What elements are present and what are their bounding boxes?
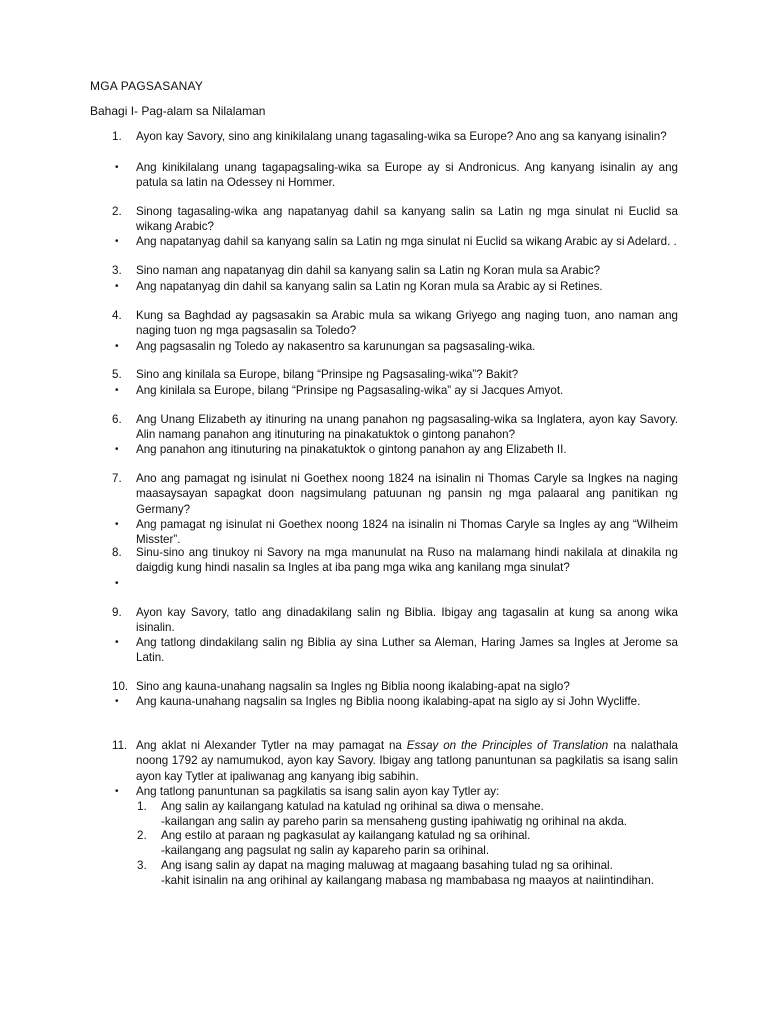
question-9	[112, 605, 678, 636]
answer-5	[112, 383, 678, 398]
question-8	[112, 545, 678, 576]
bullet-icon: •	[115, 341, 119, 352]
principle-text: Ang isang salin ay dapat na maging maluwag at magaang basahing tulad ng sa orihinal.	[161, 859, 613, 872]
bullet-icon: •	[115, 162, 119, 173]
question-6	[112, 412, 678, 443]
bullet-icon: •	[115, 444, 119, 455]
answer-11	[112, 784, 678, 799]
principle-1	[137, 799, 678, 830]
item-number: 5.	[112, 368, 122, 381]
principle-2	[137, 828, 678, 859]
item-number: 10.	[112, 680, 129, 693]
item-number: 1.	[112, 130, 122, 143]
question-text-end: na nalathala noong 1792 ay namumukod, ayon kay Savory. Ibigay ang tatlong panuntunan sa pagkilatis sa isang salin ayon kay Tytler at ipaliwanag ang kanyang ibig sabihin.	[136, 739, 679, 783]
item-number: 7.	[112, 472, 122, 485]
bullet-icon: •	[115, 236, 119, 247]
item-number: 3.	[112, 264, 122, 277]
question-text: Ano ang pamagat ng isinulat ni Goethex noong 1824 na isinalin ni Thomas Caryle sa Ingkes na naging maasaysayan sapagkat doon nagsimulang patuunan ng pansin ng mga palaaral ang panitikan ng Germany?	[136, 472, 678, 516]
question-3	[112, 263, 678, 278]
bullet-icon: •	[115, 281, 119, 292]
question-text: Ang Unang Elizabeth ay itinuring na unang panahon ng pagsasaling-wika sa Inglatera, ayon kay Savory. Alin namang panahon ang itinuturing na pinakatuktok o gintong panahon?	[136, 413, 678, 442]
question-text	[136, 738, 678, 784]
question-text: Sino ang kauna-unahang nagsalin sa Ingles ng Biblia noong ikalabing-apat na siglo?	[136, 680, 570, 693]
question-text: Sinong tagasaling-wika ang napatanyag dahil sa kanyang salin sa Latin ng mga sinulat ni Euclid sa wikang Arabic?	[136, 205, 678, 234]
question-text: Kung sa Baghdad ay pagsasakin sa Arabic mula sa wikang Griyego ang naging tuon, ano naman ang naging tuon ng mga pagsasalin sa Toledo?	[136, 309, 678, 338]
item-number: 11.	[112, 739, 128, 752]
principle-number: 2.	[137, 829, 147, 842]
answer-text: Ang kinilala sa Europe, bilang “Prinsipe ng Pagsasaling-wika” ay si Jacques Amyot.	[136, 384, 564, 397]
answer-text: Ang pamagat ng isinulat ni Goethex noong 1824 na isinalin ni Thomas Caryle sa Ingles ay ang “Wilheim Misster”.	[136, 518, 678, 547]
bullet-icon: •	[115, 637, 119, 648]
section-heading: Bahagi I- Pag-alam sa Nilalaman	[90, 104, 266, 118]
question-10	[112, 679, 678, 694]
answer-10	[112, 694, 678, 709]
question-text: Sino ang kinilala sa Europe, bilang “Prinsipe ng Pagsasaling-wika”? Bakit?	[136, 368, 519, 381]
principle-number: 3.	[137, 859, 147, 872]
answer-6	[112, 442, 678, 457]
question-11	[112, 738, 678, 784]
question-text: Ayon kay Savory, sino ang kinikilalang unang tagasaling-wika sa Europe? Ano ang sa kanyang isinalin?	[136, 130, 667, 143]
answer-3	[112, 279, 678, 294]
answer-text: Ang kauna-unahang nagsalin sa Ingles ng Biblia noong ikalabing-apat na siglo ay si John Wycliffe.	[136, 695, 641, 708]
question-text: Ayon kay Savory, tatlo ang dinadakilang salin ng Biblia. Ibigay ang tagasalin at kung sa anong wika isinalin.	[136, 606, 678, 635]
document-title: MGA PAGSASANAY	[90, 79, 204, 93]
answer-text: Ang pagsasalin ng Toledo ay nakasentro sa karunungan sa pagsasaling-wika.	[136, 340, 536, 353]
item-number: 6.	[112, 413, 122, 426]
answer-2	[112, 234, 678, 249]
answer-text: Ang napatanyag dahil sa kanyang salin sa Latin ng mga sinulat ni Euclid sa wikang Arabic ay si Adelard. .	[136, 235, 677, 248]
question-2	[112, 204, 678, 235]
principle-text: Ang salin ay kailangang katulad na katulad ng orihinal sa diwa o mensahe.	[161, 800, 544, 813]
bullet-icon: •	[115, 578, 119, 589]
answer-7	[112, 517, 678, 548]
book-title: Essay on the Principles of Translation	[406, 739, 609, 752]
question-7	[112, 471, 678, 517]
question-4	[112, 308, 678, 339]
bullet-icon: •	[115, 385, 119, 396]
question-text: Sino naman ang napatanyag din dahil sa kanyang salin sa Latin ng Koran mula sa Arabic?	[136, 264, 601, 277]
answer-text: Ang tatlong dindakilang salin ng Biblia ay sina Luther sa Aleman, Haring James sa Ingles at Jerome sa Latin.	[136, 636, 678, 665]
principle-explanation: -kailangang ang pagsulat ng salin ay kapareho parin sa orihinal.	[161, 844, 490, 858]
answer-1	[112, 160, 678, 191]
question-1	[112, 129, 678, 144]
bullet-icon: •	[115, 696, 119, 707]
answer-text: Ang napatanyag din dahil sa kanyang salin sa Latin ng Koran mula sa Arabic ay si Retines.	[136, 280, 603, 293]
answer-text: Ang kinikilalang unang tagapagsaling-wika sa Europe ay si Andronicus. Ang kanyang isinalin ay ang patula sa latin na Odessey ni Hommer.	[136, 161, 678, 190]
item-number: 4.	[112, 309, 122, 322]
question-text: Sinu-sino ang tinukoy ni Savory na mga manunulat na Ruso na malamang hindi nakilala at dinakila ng daigdig kung hindi nasalin sa Ingles at iba pang mga wika ang kanilang mga sinulat?	[136, 546, 678, 575]
bullet-icon: •	[115, 786, 119, 797]
answer-4	[112, 339, 678, 354]
principle-text: Ang estilo at paraan ng pagkasulat ay kailangang katulad ng sa orihinal.	[161, 829, 531, 842]
principle-number: 1.	[137, 800, 147, 813]
bullet-icon: •	[115, 519, 119, 530]
item-number: 2.	[112, 205, 122, 218]
question-text-start: Ang aklat ni Alexander Tytler na may pamagat na	[136, 739, 407, 752]
item-number: 8.	[112, 546, 122, 559]
item-number: 9.	[112, 606, 122, 619]
principle-3	[137, 858, 678, 889]
principle-explanation: -kahit isinalin na ang orihinal ay kailangang mabasa ng mambabasa ng maayos at naiintindihan.	[161, 874, 655, 888]
question-5	[112, 367, 678, 382]
answer-9	[112, 635, 678, 666]
principle-explanation: -kailangan ang salin ay pareho parin sa mensaheng gusting ipahiwatig ng orihinal na akda.	[161, 815, 627, 829]
answer-text: Ang tatlong panuntunan sa pagkilatis sa isang salin ayon kay Tytler ay:	[136, 785, 500, 798]
answer-text: Ang panahon ang itinuturing na pinakatuktok o gintong panahon ay ang Elizabeth II.	[136, 443, 567, 456]
